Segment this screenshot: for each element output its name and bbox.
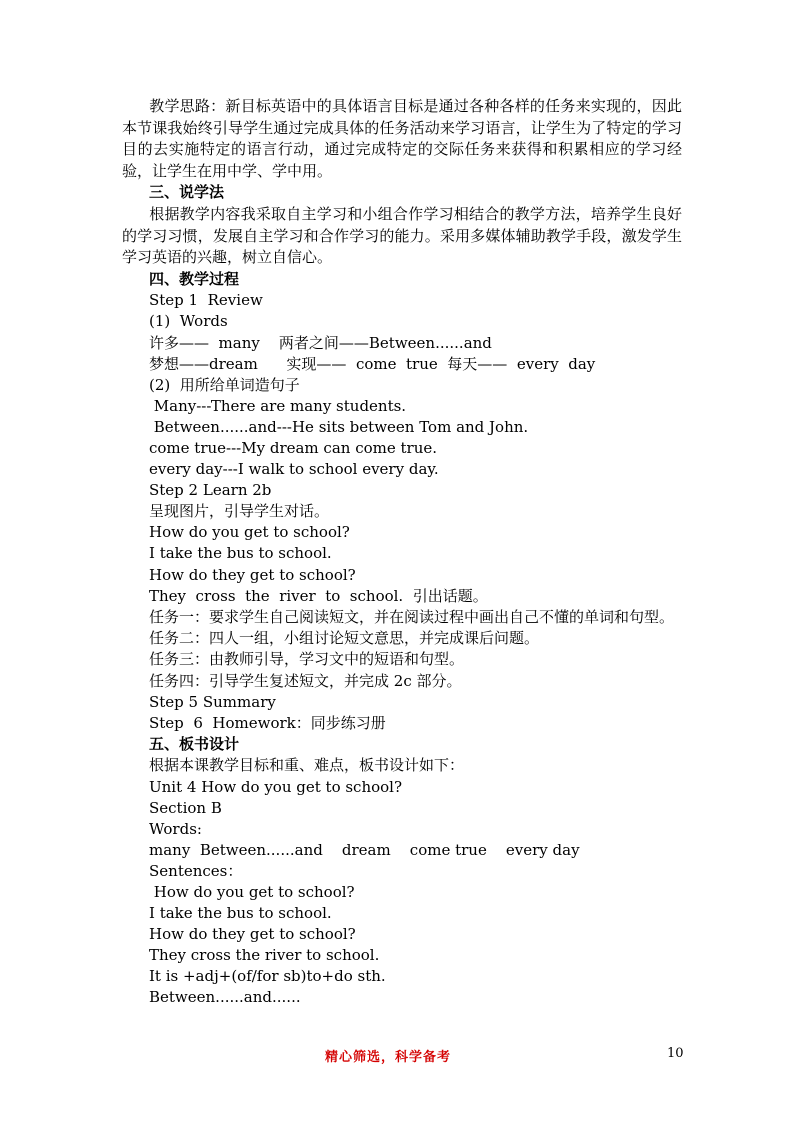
text-line: It is +adj+(of/for sb)to+do sth. xyxy=(149,967,386,986)
text-line: 梦想——dream 实现—— come true 每天—— every day xyxy=(149,354,596,373)
text-line: Section B xyxy=(149,798,222,817)
text-line: Between......and...... xyxy=(149,988,301,1007)
text-line: 任务四：引导学生复述短文，并完成 2c 部分。 xyxy=(149,671,462,690)
text-line: (1) Words xyxy=(149,312,228,331)
text-line: 任务二：四人一组，小组讨论短文意思，并完成课后问题。 xyxy=(149,629,540,648)
body-paragraph xyxy=(122,96,682,182)
text-line: 任务三：由教师引导，学习文中的短语和句型。 xyxy=(149,650,465,669)
text-line: Words: xyxy=(149,819,202,838)
text-line: They cross the river to school. xyxy=(149,946,380,965)
section-heading: 四、教学过程 xyxy=(149,269,240,288)
text-line: many Between......and dream come true every day xyxy=(149,840,580,859)
text-line: I take the bus to school. xyxy=(149,904,332,923)
text-line: They cross the river to school. 引出话题。 xyxy=(149,586,488,605)
text-line: 许多—— many 两者之间——Between......and xyxy=(149,333,492,352)
text-line: 呈现图片，引导学生对话。 xyxy=(149,502,330,521)
text-line: 根据本课教学目标和重、难点，板书设计如下： xyxy=(149,756,465,775)
text-line: Between......and---He sits between Tom and John. xyxy=(149,417,529,436)
paragraph-text: 教学思路：新目标英语中的具体语言目标是通过各种各样的任务来实现的，因此本节课我始终引导学生通过完成具体的任务活动来学习语言，让学生为了特定的学习目的去实施特定的语言行动，通过完成特定的交际任务来获得和积累相应的学习经验，让学生在用中学、学中用。 xyxy=(122,97,682,180)
body-paragraph xyxy=(122,607,682,629)
body-paragraph xyxy=(122,204,682,269)
page-number: 10 xyxy=(667,1046,684,1061)
text-line: Step 1 Review xyxy=(149,291,263,310)
text-line: Step 2 Learn 2b xyxy=(149,481,272,500)
text-line: Sentences： xyxy=(149,861,243,880)
text-line: every day---I walk to school every day. xyxy=(149,460,439,479)
text-line: How do you get to school? xyxy=(149,523,350,542)
text-line: Step 5 Summary xyxy=(149,692,276,711)
text-line: Step 6 Homework：同步练习册 xyxy=(149,713,386,732)
text-line: come true---My dream can come true. xyxy=(149,439,438,457)
text-line: I take the bus to school. xyxy=(149,544,332,563)
section-heading: 五、板书设计 xyxy=(149,734,240,753)
text-line: Unit 4 How do you get to school? xyxy=(149,777,403,796)
paragraph-text: 任务一：要求学生自己阅读短文，并在阅读过程中画出自己不懂的单词和句型。 xyxy=(149,607,675,626)
text-line: How do they get to school? xyxy=(149,925,356,944)
section-heading: 三、说学法 xyxy=(149,183,225,202)
text-line: Many---There are many students. xyxy=(149,396,407,415)
text-line: (2) 用所给单词造句子 xyxy=(149,375,300,394)
document-body xyxy=(122,96,682,1009)
paragraph-text: 根据教学内容我采取自主学习和小组合作学习相结合的教学方法，培养学生良好的学习习惯，发展自主学习和合作学习的能力。采用多媒体辅助教学手段，激发学生学习英语的兴趣，树立自信心。 xyxy=(122,204,682,267)
text-line: How do they get to school? xyxy=(149,565,356,584)
footer-slogan: 精心筛选，科学备考 xyxy=(325,1050,452,1065)
text-line: How do you get to school? xyxy=(149,882,355,901)
